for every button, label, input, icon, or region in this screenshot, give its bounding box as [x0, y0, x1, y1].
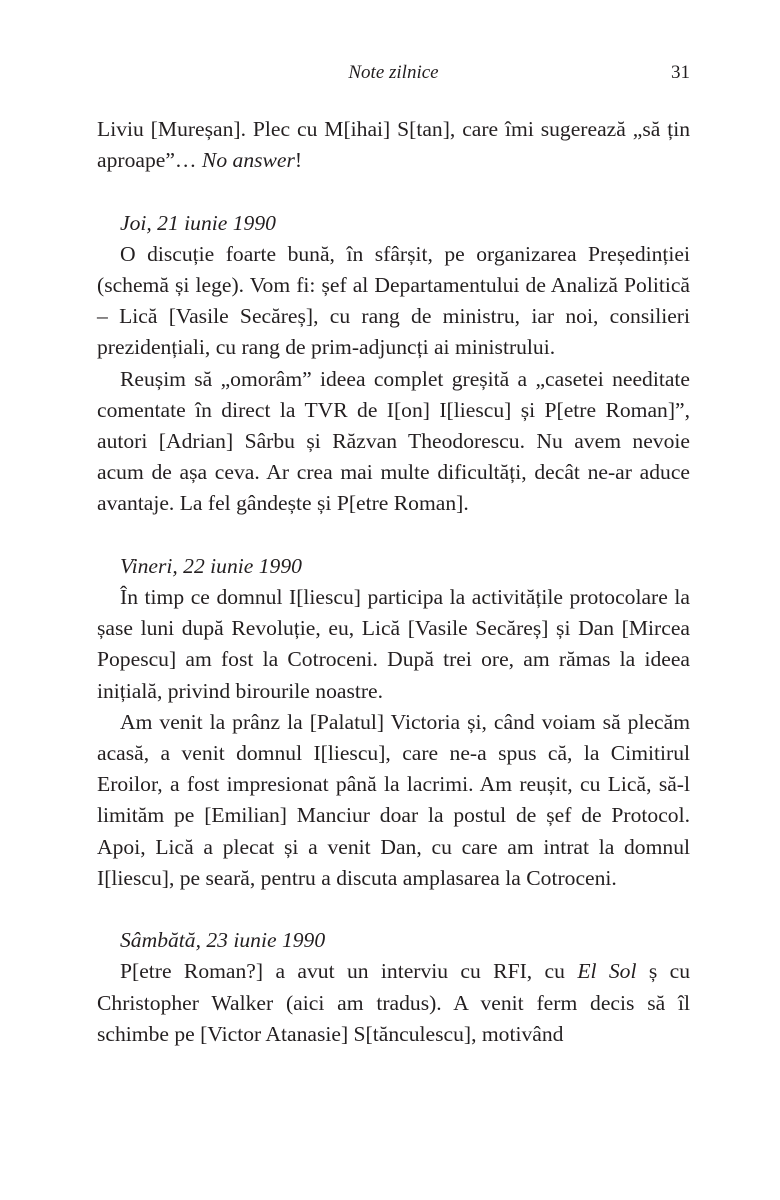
entry-date: Sâmbătă, 23 iunie 1990: [120, 928, 326, 953]
newspaper-title: El Sol: [577, 959, 637, 984]
entry-paragraph: În timp ce domnul I[liescu] participa la activitățile protocolare la șase luni după Revoluție, eu, Lică [Vasile Secăreș] și Dan [Mircea Popescu] am fost la Cotroceni. După trei ore, am rămas la ideea inițială, privind birourile noastre.: [97, 585, 690, 703]
diary-entry-21-june: [97, 208, 690, 520]
opening-italic: No answer: [201, 148, 295, 173]
paragraph-text: P[etre Roman?] a avut un interviu cu RFI, cu: [120, 959, 578, 984]
opening-text: Liviu [Mureșan]. Plec cu M[ihai] S[tan], care îmi sugerează „să țin aproape”…: [97, 117, 690, 173]
running-head: [97, 62, 690, 90]
diary-entry-22-june: [97, 551, 690, 894]
diary-entry-23-june: [97, 925, 690, 1050]
entry-paragraph: O discuție foarte bună, în sfârșit, pe organizarea Președinției (schemă și lege). Vom fi: șef al Departamentului de Analiză Politică – Lică [Vasile Secăreș], cu rang de ministru, iar noi, consilieri prezidențiali, cu rang de prim-adjuncți ai ministrului.: [97, 241, 690, 360]
running-title: Note zilnice: [348, 62, 439, 83]
opening-text-end: !: [294, 148, 303, 173]
entry-paragraph: Am venit la prânz la [Palatul] Victoria și, când voiam să plecăm acasă, a venit domnul I[liescu], care ne-a spus că, la Cimitirul Eroilor, a fost impresionat până la lacrimi. Am reușit, cu Lică, să-l limităm pe [Emilian] Manciur doar la postul de șef de Protocol. Apoi, Lică a plecat și a venit Dan, cu care am intrat la domnul I[liescu], pe seară, pentru a discuta amplasarea la Cotroceni.: [97, 709, 690, 890]
entry-paragraph: [97, 956, 690, 1050]
paragraph-text: ș cu Christopher Walker (aici am tradus). A venit ferm decis să îl schimbe pe [Victor Atanasie] S[tănculescu], motivând: [97, 959, 690, 1046]
entry-date: Joi, 21 iunie 1990: [120, 210, 276, 235]
body-text: [97, 114, 690, 1050]
opening-paragraph: [97, 114, 690, 176]
entry-paragraph: Reușim să „omorâm” ideea complet greșită a „casetei needitate comentate în direct la TVR de I[on] I[liescu] și P[etre Roman]”, autori [Adrian] Sârbu și Răzvan Theodorescu. Nu avem nevoie acum de așa ceva. Ar crea mai multe dificultăți, decât ne-ar aduce avantaje. La fel gândește și P[etre Roman].: [97, 366, 690, 516]
entry-date: Vineri, 22 iunie 1990: [120, 553, 302, 578]
page-number: 31: [671, 62, 690, 83]
